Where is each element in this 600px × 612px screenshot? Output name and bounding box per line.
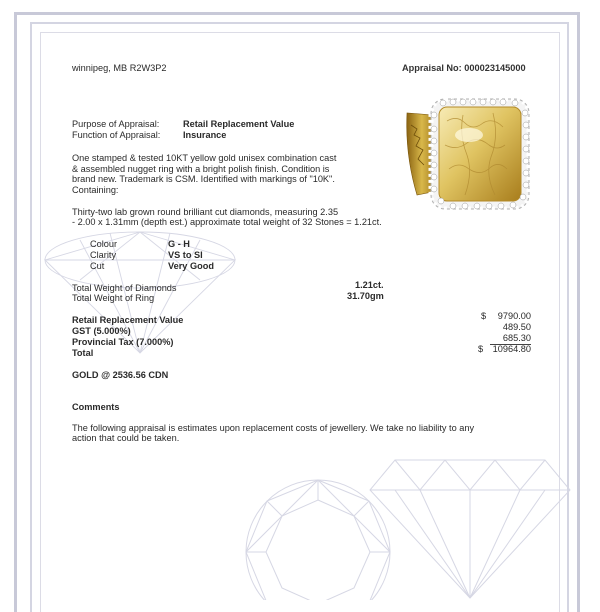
diamond-weight-label: Total Weight of Diamonds xyxy=(72,283,177,293)
total-amount: 10964.80 xyxy=(492,344,531,354)
grade-value-clarity: VS to SI xyxy=(168,250,203,260)
function-value: Insurance xyxy=(183,130,227,140)
comments-heading: Comments xyxy=(72,402,120,412)
comments-line: The following appraisal is estimates upon replacement costs of jewellery. We take no liability to any xyxy=(72,423,475,433)
diamonds-line: - 2.00 x 1.31mm (depth est.) approximate total weight of 32 Stones = 1.21ct. xyxy=(72,217,382,227)
description-line: & assembled nugget ring with a bright polish finish. Condition is xyxy=(72,164,330,174)
currency-symbol-total: $ xyxy=(478,344,484,354)
grade-label-clarity: Clarity xyxy=(90,250,117,260)
grade-value-cut: Very Good xyxy=(168,261,214,271)
purpose-label: Purpose of Appraisal: xyxy=(72,119,160,129)
ring-photo xyxy=(403,95,533,220)
description-line: One stamped & tested 10KT yellow gold unisex combination cast xyxy=(72,153,337,163)
grade-label-cut: Cut xyxy=(90,261,105,271)
diamond-watermark-right xyxy=(365,440,575,600)
currency-symbol: $ xyxy=(481,311,487,321)
appraisal-number: Appraisal No: 000023145000 xyxy=(402,63,526,73)
address: winnipeg, MB R2W3P2 xyxy=(72,63,167,73)
diamonds-line: Thirty-two lab grown round brilliant cut diamonds, measuring 2.35 xyxy=(72,207,339,217)
diamond-watermark-left xyxy=(40,205,240,355)
description-line: Containing: xyxy=(72,185,119,195)
pst-label: Provincial Tax (7.000%) xyxy=(72,337,174,347)
ring-weight-label: Total Weight of Ring xyxy=(72,293,155,303)
gold-price: GOLD @ 2536.56 CDN xyxy=(72,370,169,380)
function-label: Function of Appraisal: xyxy=(72,130,161,140)
purpose-value: Retail Replacement Value xyxy=(183,119,295,129)
description-line: brand new. Trademark is CSM. Identified with markings of "10K". xyxy=(72,174,335,184)
grade-label-colour: Colour xyxy=(90,239,118,249)
gst-amount: 489.50 xyxy=(502,322,531,332)
ring-weight-value: 31.70gm xyxy=(347,291,384,301)
rrv-label: Retail Replacement Value xyxy=(72,315,184,325)
grade-value-colour: G - H xyxy=(168,239,190,249)
diamond-weight-value: 1.21ct. xyxy=(355,280,384,290)
total-label: Total xyxy=(72,348,94,358)
pst-amount: 685.30 xyxy=(490,333,531,345)
rrv-amount: 9790.00 xyxy=(497,311,531,321)
gst-label: GST (5.000%) xyxy=(72,326,131,336)
comments-line: action that could be taken. xyxy=(72,433,180,443)
